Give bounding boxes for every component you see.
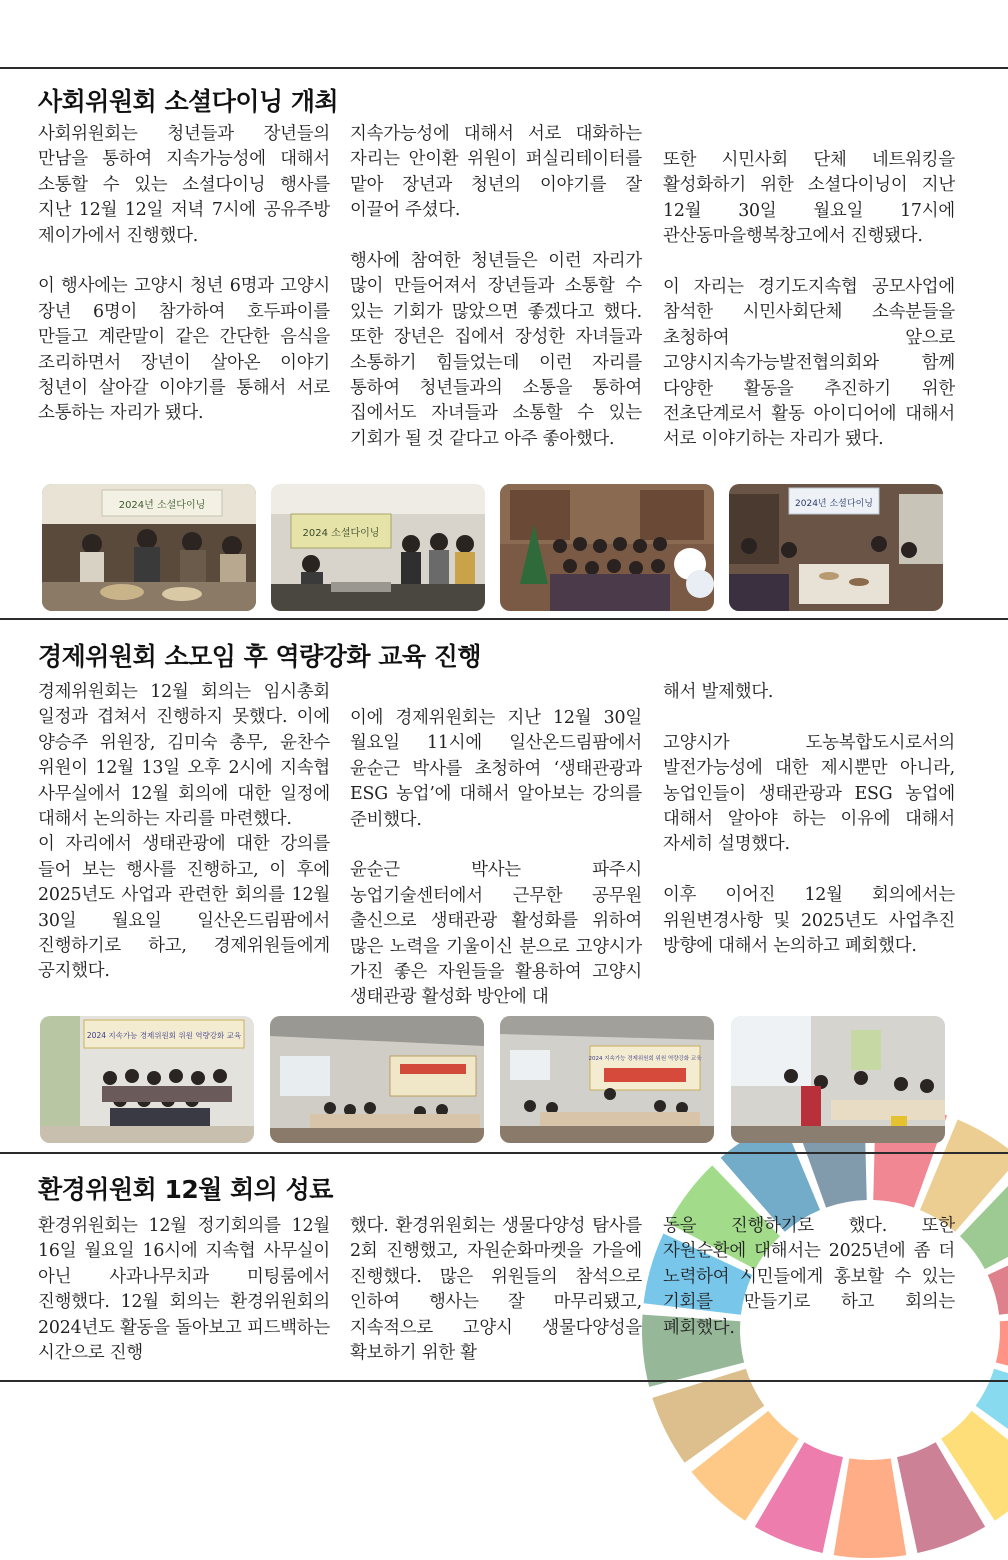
paragraph: 환경위원회는 12월 정기회의를 12월 16일 월요일 16시에 지속협 사무실이 아닌 사과나무치과 미팅룸에서 진행했다. 12월 회의는 환경위원회의 2024년도 활동을 돌아보고 피드백하는 시간으로 진행 <box>38 1216 330 1364</box>
economy-photo-lecture <box>500 1016 714 1143</box>
section-title-environment: 환경위원회 12월 회의 성료 <box>38 1175 333 1204</box>
economy-photo-meeting <box>731 1016 945 1143</box>
paragraph: 해서 발제했다. <box>663 682 774 702</box>
paragraph: 사회위원회는 청년들과 장년들의 만남을 통하여 지속가능성에 대해서 소통할 수 있는 소셜다이닝 행사를 지난 12월 12일 저녁 7시에 공유주방 제이가에서 진행했다. <box>38 124 330 246</box>
photo-banner-text: 2024 소셜다이닝 <box>302 528 380 539</box>
environment-column-2 <box>350 1214 642 1366</box>
paragraph: 행사에 참여한 청년들은 이런 자리가 많이 만들어져서 장년들과 소통할 수 있는 기회가 많았으면 좋겠다고 했다. 또한 장년은 집에서 장성한 자녀들과 소통하기 힘들었는데 이런 자리를 통하여 청년들과의 소통을 통하여 집에서도 자녀들과 소통할 수 있는 기회가 될 것 같다고 아주 좋아했다. <box>350 251 642 449</box>
economy-photo-lecture-hall <box>270 1016 484 1143</box>
section-divider <box>0 1152 1008 1154</box>
economy-column-2 <box>350 706 642 1011</box>
economy-column-1 <box>38 680 330 985</box>
economy-column-3 <box>663 680 955 959</box>
bottom-divider <box>0 1380 1008 1382</box>
paragraph: 경제위원회는 12월 회의는 임시총회 일정과 겹쳐서 진행하지 못했다. 이에 양승주 위원장, 김미숙 총무, 윤찬수 위원이 12월 13일 오후 2시에 지속협 사무실에서 12월 회의에 대한 일정에 대해서 논의하는 자리를 마련했다. <box>38 682 330 830</box>
paragraph: 이 행사에는 고양시 청년 6명과 고양시 장년 6명이 참가하여 호두파이를 만들고 계란말이 같은 간단한 음식을 조리하면서 장년이 살아온 이야기 청년이 살아갈 이야기를 통해서 서로 소통하는 자리가 됐다. <box>38 276 330 424</box>
social-photo-group <box>500 484 714 611</box>
paragraph: 이 자리에서 생태관광에 대한 강의를 들어 보는 행사를 진행하고, 이 후에 2025년도 사업과 관련한 회의를 12월 30일 월요일 일산온드림팜에서 진행하기로 하고, 경제위원들에게 공지했다. <box>38 834 330 982</box>
paragraph: 이에 경제위원회는 지난 12월 30일 월요일 11시에 일산온드림팜에서 윤순근 박사를 초청하여 ‘생태관광과 ESG 농업’에 대해서 알아보는 강의를 준비했다. <box>350 708 642 830</box>
environment-column-1 <box>38 1214 330 1366</box>
paragraph: 지속가능성에 대해서 서로 대화하는 자리는 안이환 위원이 퍼실리테이터를 맡아 장년과 청년의 이야기를 잘 이끌어 주셨다. <box>350 124 642 221</box>
top-divider <box>0 67 1008 69</box>
social-column-2 <box>350 122 642 452</box>
sdg-wheel-segment <box>834 1458 907 1558</box>
photo-banner-text: 2024 지속가능 경제위원회 위원 역량강화 교육 <box>86 1031 242 1040</box>
photo-banner-text: 2024년 소셜다이닝 <box>795 499 873 509</box>
section-title-economy: 경제위원회 소모임 후 역량강화 교육 진행 <box>38 642 482 671</box>
social-column-3 <box>663 148 955 453</box>
environment-column-3 <box>663 1214 955 1341</box>
paragraph: 고양시가 도농복합도시로서의 발전가능성에 대한 제시뿐만 아니라, 농업인들이 생태관광과 ESG 농업에 대해서 알아야 하는 이유에 대해서 자세히 설명했다. <box>663 732 955 855</box>
social-photo-networking <box>729 484 943 611</box>
paragraph: 했다. 환경위원회는 생물다양성 탐사를 2회 진행했고, 자원순화마켓을 가을에 진행했다. 많은 위원들의 참석으로 인하여 행사는 잘 마무리됐고, 지속적으로 고양시 생물다양성을 확보하기 위한 활 <box>350 1216 642 1364</box>
section-divider <box>0 618 1008 620</box>
section-title-social: 사회위원회 소셜다이닝 개최 <box>38 87 339 116</box>
paragraph: 윤순근 박사는 파주시 농업기술센터에서 근무한 공무원 출신으로 생태관광 활성화를 위하여 많은 노력을 기울이신 분으로 고양시가 가진 좋은 자원들을 활용하여 고양시 생태관광 활성화 방안에 대 <box>350 860 642 1008</box>
paragraph: 동을 진행하기로 했다. 또한 자원순환에 대해서는 2025년에 좀 더 노력하여 시민들에게 홍보할 수 있는 기회를 만들기로 하고 회의는 폐회했다. <box>663 1216 955 1338</box>
paragraph: 이 자리는 경기도지속협 공모사업에 참석한 시민사회단체 소속분들을 초청하여 앞으로 고양시지속가능발전협의회와 함께 다양한 활동을 추진하기 위한 전초단계로서 활동 아이디어에 대해서 서로 이야기하는 자리가 됐다. <box>663 277 955 450</box>
photo-banner-text: 2024 지속가능 경제위원회 위원 역량강화 교육 <box>588 1056 702 1062</box>
paragraph: 이후 이어진 12월 회의에서는 위원변경사항 및 2025년도 사업추진 방향에 대해서 논의하고 폐회했다. <box>663 885 955 957</box>
photo-banner-text: 2024년 소셜다이닝 <box>118 500 206 511</box>
social-column-1 <box>38 122 330 427</box>
social-photo-kitchen <box>271 484 485 611</box>
economy-photo-group <box>40 1016 254 1143</box>
social-photo-cooking <box>42 484 256 611</box>
paragraph: 또한 시민사회 단체 네트워킹을 활성화하기 위한 소셜다이닝이 지난 12월 30일 월요일 17시에 관산동마을행복창고에서 진행됐다. <box>663 150 955 247</box>
